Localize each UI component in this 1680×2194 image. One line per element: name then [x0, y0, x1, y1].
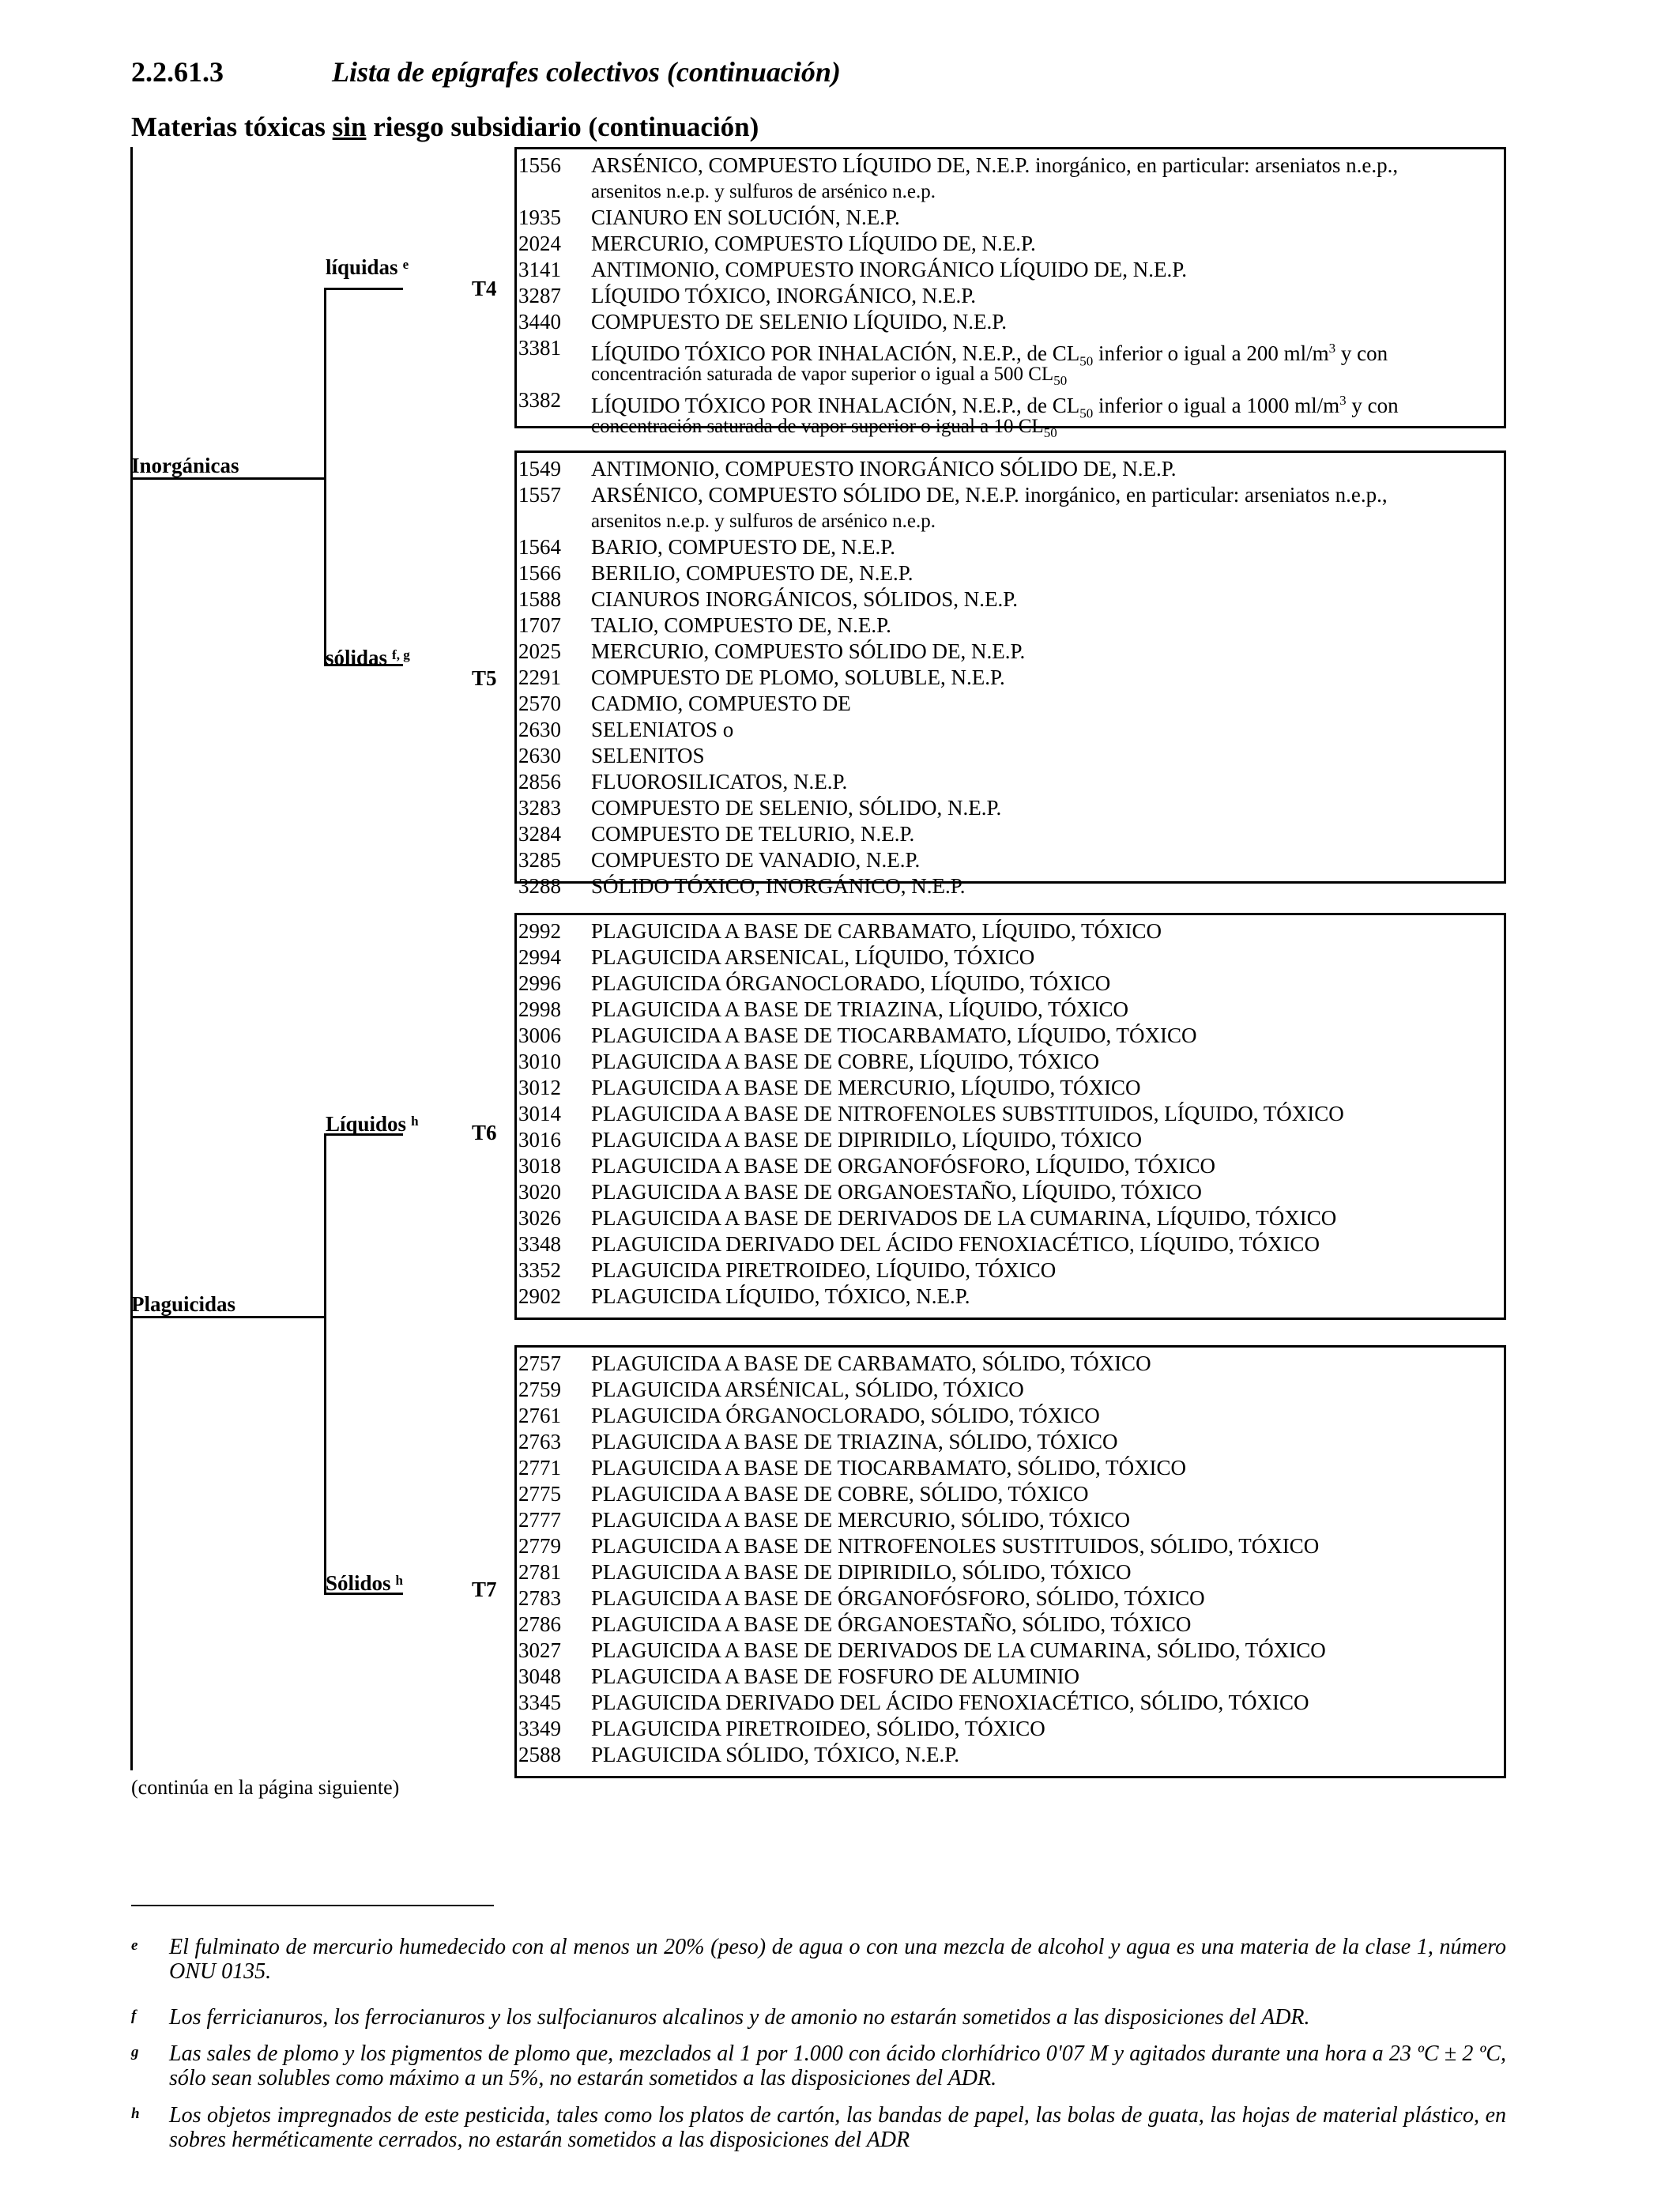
entry-name: PLAGUICIDA LÍQUIDO, TÓXICO, N.E.P.: [591, 1284, 970, 1308]
entry-name: CIANURO EN SOLUCIÓN, N.E.P.: [591, 205, 900, 229]
entry-name: PLAGUICIDA A BASE DE ORGANOESTAÑO, LÍQUIDO, TÓXICO: [591, 1180, 1202, 1204]
entry-name: MERCURIO, COMPUESTO SÓLIDO DE, N.E.P.: [591, 639, 1026, 663]
un-number: 3284: [518, 822, 561, 846]
section-number: 2.2.61.3: [131, 56, 224, 88]
un-number: 3027: [518, 1638, 561, 1662]
un-number: 2775: [518, 1482, 561, 1506]
subtitle-underlined: sin: [332, 111, 367, 142]
entry-name: SELENITOS: [591, 744, 705, 767]
un-number: 2761: [518, 1404, 561, 1427]
code-t5: T5: [472, 666, 497, 690]
un-number: 3141: [518, 258, 561, 281]
entry-name-continuation: arsenitos n.e.p. y sulfuros de arsénico n.e.p.: [591, 511, 936, 532]
entry-name: PLAGUICIDA A BASE DE NITROFENOLES SUSTITUIDOS, SÓLIDO, TÓXICO: [591, 1534, 1320, 1558]
label-inorganicas: Inorgánicas: [131, 454, 239, 477]
un-number: 1557: [518, 483, 561, 507]
footnote-f: [131, 2005, 1506, 2030]
un-number: 2994: [518, 945, 561, 969]
entry-name: ARSÉNICO, COMPUESTO LÍQUIDO DE, N.E.P. inorgánico, en particular: arseniatos n.e.p.,: [591, 153, 1399, 177]
footnote-text: Las sales de plomo y los pigmentos de plomo que, mezclados al 1 por 1.000 con ácido clorhídrico 0'07 M y agitados durante una hora a 23 ºC ± 2 ºC, sólo sean solubles como máximo a un 5%, no estarán sometidos a las disposiciones del ADR.: [169, 2041, 1506, 2090]
entry-cont-sub: 50: [1053, 373, 1068, 388]
entry-cont-part: concentración saturada de vapor superior o igual a 10 CL: [591, 416, 1044, 437]
un-number: 3287: [518, 284, 561, 307]
entry-name-part: 50: [1079, 405, 1094, 421]
tree-branch-liquidas: [324, 288, 403, 290]
entry-name: MERCURIO, COMPUESTO LÍQUIDO DE, N.E.P.: [591, 232, 1036, 255]
entry-name: PLAGUICIDA A BASE DE ÓRGANOESTAÑO, SÓLIDO, TÓXICO: [591, 1612, 1192, 1636]
code-t4: T4: [472, 277, 497, 300]
un-number: 2759: [518, 1378, 561, 1401]
entry-name-part: y con: [1335, 341, 1388, 365]
un-number: 2781: [518, 1560, 561, 1584]
un-number: 2998: [518, 997, 561, 1021]
entry-name: PLAGUICIDA A BASE DE DIPIRIDILO, SÓLIDO, TÓXICO: [591, 1560, 1132, 1584]
entry-name: CADMIO, COMPUESTO DE: [591, 692, 851, 715]
un-number: 3048: [518, 1664, 561, 1688]
entry-name-part: inferior o igual a 1000 ml/m: [1093, 394, 1340, 417]
un-number: 2024: [518, 232, 561, 255]
tree-sub-line-plaguicidas: [324, 1133, 326, 1595]
un-number: 3382: [518, 388, 561, 412]
entry-name: PLAGUICIDA DERIVADO DEL ÁCIDO FENOXIACÉTICO, SÓLIDO, TÓXICO: [591, 1691, 1309, 1714]
un-number: 1549: [518, 457, 561, 481]
footnote-g: [131, 2041, 1506, 2090]
entries-box-t7: [514, 1345, 1506, 1778]
entry-name-part: LÍQUIDO TÓXICO POR INHALACIÓN, N.E.P., de CL: [591, 394, 1080, 417]
code-t6: T6: [472, 1121, 497, 1144]
label-solidas-text: sólidas: [326, 646, 388, 669]
entry-name: PLAGUICIDA A BASE DE TRIAZINA, SÓLIDO, TÓXICO: [591, 1430, 1118, 1453]
un-number: 3348: [518, 1232, 561, 1256]
un-number: 3016: [518, 1128, 561, 1152]
note-ref-h-solidos: h: [395, 1573, 404, 1588]
entry-name: PLAGUICIDA A BASE DE DERIVADOS DE LA CUMARINA, SÓLIDO, TÓXICO: [591, 1638, 1326, 1662]
entry-name: PLAGUICIDA A BASE DE TIOCARBAMATO, LÍQUIDO, TÓXICO: [591, 1023, 1197, 1047]
un-number: 2996: [518, 971, 561, 995]
subtitle-part2: riesgo subsidiario (continuación): [366, 111, 759, 142]
un-number: 2856: [518, 770, 561, 794]
un-number: 2630: [518, 718, 561, 741]
un-number: 1935: [518, 205, 561, 229]
un-number: 1564: [518, 535, 561, 559]
un-number: 3283: [518, 796, 561, 820]
un-number: 3352: [518, 1258, 561, 1282]
entry-name: PLAGUICIDA A BASE DE NITROFENOLES SUBSTITUIDOS, LÍQUIDO, TÓXICO: [591, 1102, 1344, 1125]
entry-name: PLAGUICIDA ÓRGANOCLORADO, SÓLIDO, TÓXICO: [591, 1404, 1100, 1427]
entry-name: ANTIMONIO, COMPUESTO INORGÁNICO LÍQUIDO DE, N.E.P.: [591, 258, 1187, 281]
entry-name-part: y con: [1346, 394, 1399, 417]
entry-name: COMPUESTO DE SELENIO LÍQUIDO, N.E.P.: [591, 310, 1007, 334]
un-number: 2783: [518, 1586, 561, 1610]
footnote-mark: h: [131, 2105, 140, 2122]
footnote-text: Los objetos impregnados de este pesticida, tales como los platos de cartón, las bandas de papel, las bolas de guata, las hojas de material plástico, en sobres herméticamente cerrados, no estarán sometidos a las disposiciones del ADR: [169, 2103, 1506, 2152]
entries-box-t6: [514, 913, 1506, 1320]
entry-name: BARIO, COMPUESTO DE, N.E.P.: [591, 535, 896, 559]
entry-name-part: LÍQUIDO TÓXICO POR INHALACIÓN, N.E.P., de CL: [591, 341, 1080, 365]
label-solidas: [326, 645, 410, 670]
un-number: 3285: [518, 848, 561, 872]
entry-name: PLAGUICIDA PIRETROIDEO, LÍQUIDO, TÓXICO: [591, 1258, 1057, 1282]
entry-name: PLAGUICIDA ÓRGANOCLORADO, LÍQUIDO, TÓXICO: [591, 971, 1111, 995]
footnote-text: El fulminato de mercurio humedecido con al menos un 20% (peso) de agua o con una mezcla de alcohol y agua es una materia de la clase 1, número ONU 0135.: [169, 1935, 1506, 1984]
entries-box-t5: [514, 450, 1506, 898]
label-liquidas-text: líquidas: [326, 255, 398, 279]
un-number: 3288: [518, 874, 561, 898]
entry-name-part: 3: [1339, 393, 1347, 408]
un-number: 3014: [518, 1102, 561, 1125]
footnote-mark: f: [131, 2007, 137, 2024]
entry-name: COMPUESTO DE TELURIO, N.E.P.: [591, 822, 915, 846]
entry-name: PLAGUICIDA PIRETROIDEO, SÓLIDO, TÓXICO: [591, 1717, 1045, 1740]
tree-sub-line-inorganicas: [324, 288, 326, 665]
un-number: 1707: [518, 613, 561, 637]
un-number: 3026: [518, 1206, 561, 1230]
entry-name: PLAGUICIDA A BASE DE TIOCARBAMATO, SÓLIDO, TÓXICO: [591, 1456, 1187, 1480]
entry-name: CIANUROS INORGÁNICOS, SÓLIDOS, N.E.P.: [591, 587, 1019, 611]
un-number: 2291: [518, 665, 561, 689]
un-number: 1566: [518, 561, 561, 585]
entry-name: COMPUESTO DE PLOMO, SOLUBLE, N.E.P.: [591, 665, 1005, 689]
entries-box-t4: [514, 147, 1506, 440]
entry-name: PLAGUICIDA A BASE DE TRIAZINA, LÍQUIDO, TÓXICO: [591, 997, 1128, 1021]
entry-name: PLAGUICIDA ARSENICAL, LÍQUIDO, TÓXICO: [591, 945, 1035, 969]
entry-name: ARSÉNICO, COMPUESTO SÓLIDO DE, N.E.P. inorgánico, en particular: arseniatos n.e.p.,: [591, 483, 1388, 507]
entry-name: PLAGUICIDA A BASE DE FOSFURO DE ALUMINIO: [591, 1664, 1080, 1688]
un-number: 3010: [518, 1050, 561, 1073]
entry-name: FLUOROSILICATOS, N.E.P.: [591, 770, 848, 794]
entry-name: PLAGUICIDA A BASE DE MERCURIO, LÍQUIDO, TÓXICO: [591, 1076, 1141, 1099]
label-liquidas: [326, 254, 409, 280]
entry-name-continuation: [591, 413, 1057, 446]
un-number: 3381: [518, 336, 561, 360]
footnote-e: [131, 1935, 1506, 1984]
un-number: 2902: [518, 1284, 561, 1308]
entry-name: PLAGUICIDA A BASE DE COBRE, SÓLIDO, TÓXICO: [591, 1482, 1089, 1506]
entry-name: PLAGUICIDA DERIVADO DEL ÁCIDO FENOXIACÉTICO, LÍQUIDO, TÓXICO: [591, 1232, 1320, 1256]
un-number: 2588: [518, 1743, 561, 1766]
un-number: 2763: [518, 1430, 561, 1453]
label-plaguicidas: Plaguicidas: [131, 1292, 236, 1316]
entry-cont-sub: 50: [1043, 425, 1057, 440]
un-number: 3020: [518, 1180, 561, 1204]
entry-name: LÍQUIDO TÓXICO, INORGÁNICO, N.E.P.: [591, 284, 976, 307]
footnote-h: [131, 2103, 1506, 2152]
un-number: 2570: [518, 692, 561, 715]
footnote-mark: e: [131, 1937, 138, 1954]
un-number: 2025: [518, 639, 561, 663]
label-solidos-text: Sólidos: [326, 1571, 391, 1595]
un-number: 3018: [518, 1154, 561, 1178]
footnote-mark: g: [131, 2044, 139, 2060]
entry-name: PLAGUICIDA A BASE DE CARBAMATO, SÓLIDO, TÓXICO: [591, 1351, 1151, 1375]
footnote-rule: [131, 1905, 494, 1906]
entry-name-continuation: arsenitos n.e.p. y sulfuros de arsénico n.e.p.: [591, 181, 936, 202]
un-number: 2777: [518, 1508, 561, 1532]
entry-name-part: inferior o igual a 200 ml/m: [1093, 341, 1329, 365]
un-number: 2786: [518, 1612, 561, 1636]
code-t7: T7: [472, 1578, 497, 1601]
entry-name-part: 50: [1079, 353, 1094, 369]
entry-name: TALIO, COMPUESTO DE, N.E.P.: [591, 613, 891, 637]
un-number: 2771: [518, 1456, 561, 1480]
label-liquidos: [326, 1111, 419, 1137]
entry-name: PLAGUICIDA A BASE DE ORGANOFÓSFORO, LÍQUIDO, TÓXICO: [591, 1154, 1216, 1178]
un-number: 2757: [518, 1351, 561, 1375]
entry-name-part: 3: [1328, 341, 1336, 356]
un-number: 2992: [518, 919, 561, 943]
note-ref-h-liquidos: h: [411, 1114, 419, 1129]
label-solidos: [326, 1570, 403, 1596]
un-number: 3440: [518, 310, 561, 334]
footnote-text: Los ferricianuros, los ferrocianuros y los sulfocianuros alcalinos y de amonio no estarán sometidos a las disposiciones del ADR.: [169, 2005, 1310, 2030]
note-ref-fg: f, g: [392, 647, 410, 662]
entry-name: PLAGUICIDA A BASE DE MERCURIO, SÓLIDO, TÓXICO: [591, 1508, 1131, 1532]
un-number: 1588: [518, 587, 561, 611]
un-number: 3349: [518, 1717, 561, 1740]
tree-main-line: [130, 147, 133, 1770]
entry-name: ANTIMONIO, COMPUESTO INORGÁNICO SÓLIDO DE, N.E.P.: [591, 457, 1177, 481]
un-number: 3345: [518, 1691, 561, 1714]
page-subtitle: [131, 111, 759, 143]
label-liquidos-text: Líquidos: [326, 1112, 407, 1136]
un-number: 3006: [518, 1023, 561, 1047]
entry-name: PLAGUICIDA ARSÉNICAL, SÓLIDO, TÓXICO: [591, 1378, 1024, 1401]
subtitle-part1: Materias tóxicas: [131, 111, 333, 142]
entry-name: PLAGUICIDA A BASE DE CARBAMATO, LÍQUIDO, TÓXICO: [591, 919, 1162, 943]
entry-cont-part: concentración saturada de vapor superior o igual a 500 CL: [591, 364, 1054, 385]
entry-name: PLAGUICIDA A BASE DE ÓRGANOFÓSFORO, SÓLIDO, TÓXICO: [591, 1586, 1205, 1610]
entry-name: COMPUESTO DE SELENIO, SÓLIDO, N.E.P.: [591, 796, 1002, 820]
section-title: Lista de epígrafes colectivos (continuación): [332, 56, 841, 88]
entry-name: SELENIATOS o: [591, 718, 734, 741]
entry-name: BERILIO, COMPUESTO DE, N.E.P.: [591, 561, 913, 585]
un-number: 2630: [518, 744, 561, 767]
entry-name: COMPUESTO DE VANADIO, N.E.P.: [591, 848, 921, 872]
continued-note: (continúa en la página siguiente): [131, 1776, 400, 1799]
entry-name: PLAGUICIDA SÓLIDO, TÓXICO, N.E.P.: [591, 1743, 960, 1766]
entry-name: PLAGUICIDA A BASE DE DIPIRIDILO, LÍQUIDO, TÓXICO: [591, 1128, 1142, 1152]
un-number: 3012: [518, 1076, 561, 1099]
entry-name: PLAGUICIDA A BASE DE DERIVADOS DE LA CUMARINA, LÍQUIDO, TÓXICO: [591, 1206, 1337, 1230]
entry-name: PLAGUICIDA A BASE DE COBRE, LÍQUIDO, TÓXICO: [591, 1050, 1100, 1073]
un-number: 1556: [518, 153, 561, 177]
entry-name: SÓLIDO TÓXICO, INORGÁNICO, N.E.P.: [591, 874, 966, 898]
note-ref-e: e: [402, 257, 409, 272]
un-number: 2779: [518, 1534, 561, 1558]
